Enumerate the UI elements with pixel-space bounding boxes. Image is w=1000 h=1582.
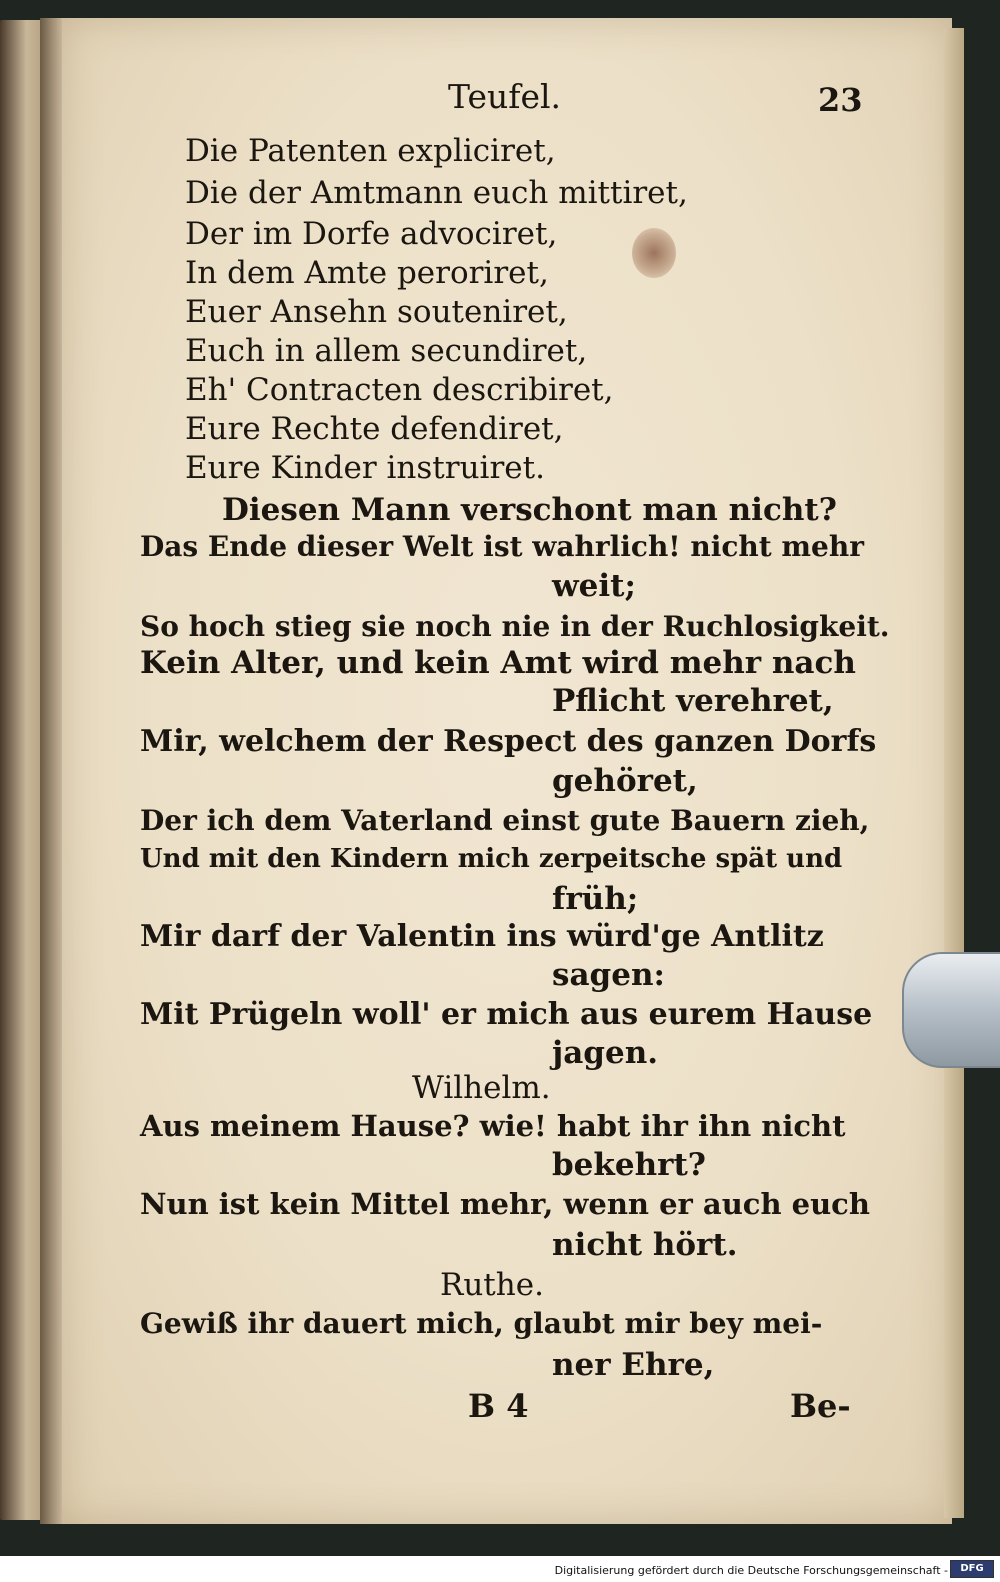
text-line: Pflicht verehret,: [552, 683, 834, 719]
page-clip-tab: [902, 952, 1000, 1068]
text-line: Eure Rechte defendiret,: [185, 411, 564, 447]
text-line: Eh' Contracten describiret,: [185, 372, 614, 408]
text-line: Euer Ansehn souteniret,: [185, 294, 568, 330]
text-line: Kein Alter, und kein Amt wird mehr nach: [140, 645, 856, 681]
text-line: Die der Amtmann euch mittiret,: [185, 175, 688, 211]
text-line: Der ich dem Vaterland einst gute Bauern zieh,: [140, 804, 870, 837]
text-line: Mir darf der Valentin ins würd'ge Antlitz: [140, 919, 824, 954]
page-stain: [632, 228, 676, 278]
catchword: Be-: [790, 1387, 851, 1425]
text-line: Mit Prügeln woll' er mich aus eurem Hause: [140, 997, 873, 1032]
text-line: jagen.: [552, 1035, 659, 1071]
page-number: 23: [818, 81, 863, 119]
text-line: Der im Dorfe advociret,: [185, 216, 558, 252]
text-line: sagen:: [552, 957, 665, 993]
speaker-name: Ruthe.: [440, 1267, 544, 1303]
text-line: So hoch stieg sie noch nie in der Ruchlosigkeit.: [140, 610, 890, 643]
text-line: Und mit den Kindern mich zerpeitsche spät und: [140, 844, 843, 874]
text-line: nicht hört.: [552, 1227, 738, 1263]
text-line: Das Ende dieser Welt ist wahrlich! nicht mehr: [140, 530, 864, 563]
text-line: gehöret,: [552, 763, 698, 799]
text-line: Nun ist kein Mittel mehr, wenn er auch euch: [140, 1187, 870, 1221]
text-line: weit;: [552, 568, 636, 604]
digitization-credit: Digitalisierung gefördert durch die Deutsche Forschungsgemeinschaft -: [554, 1564, 948, 1577]
text-line: Gewiß ihr dauert mich, glaubt mir bey mei-: [140, 1307, 823, 1340]
signature-mark: B 4: [468, 1387, 529, 1425]
text-line: Eure Kinder instruiret.: [185, 450, 545, 486]
text-line: früh;: [552, 881, 639, 917]
dfg-logo: DFG: [950, 1560, 994, 1578]
text-line: Mir, welchem der Respect des ganzen Dorfs: [140, 724, 877, 759]
page-stack-edge: [944, 28, 964, 1518]
speaker-name: Wilhelm.: [412, 1070, 551, 1106]
running-head: Teufel.: [448, 77, 562, 116]
text-line: Euch in allem secundiret,: [185, 333, 588, 369]
text-line: In dem Amte peroriret,: [185, 255, 549, 291]
text-line: bekehrt?: [552, 1147, 706, 1183]
text-line: Die Patenten expliciret,: [185, 133, 556, 169]
text-line: ner Ehre,: [552, 1347, 715, 1383]
text-line: Diesen Mann verschont man nicht?: [222, 492, 837, 528]
text-line: Aus meinem Hause? wie! habt ihr ihn nicht: [140, 1109, 846, 1143]
